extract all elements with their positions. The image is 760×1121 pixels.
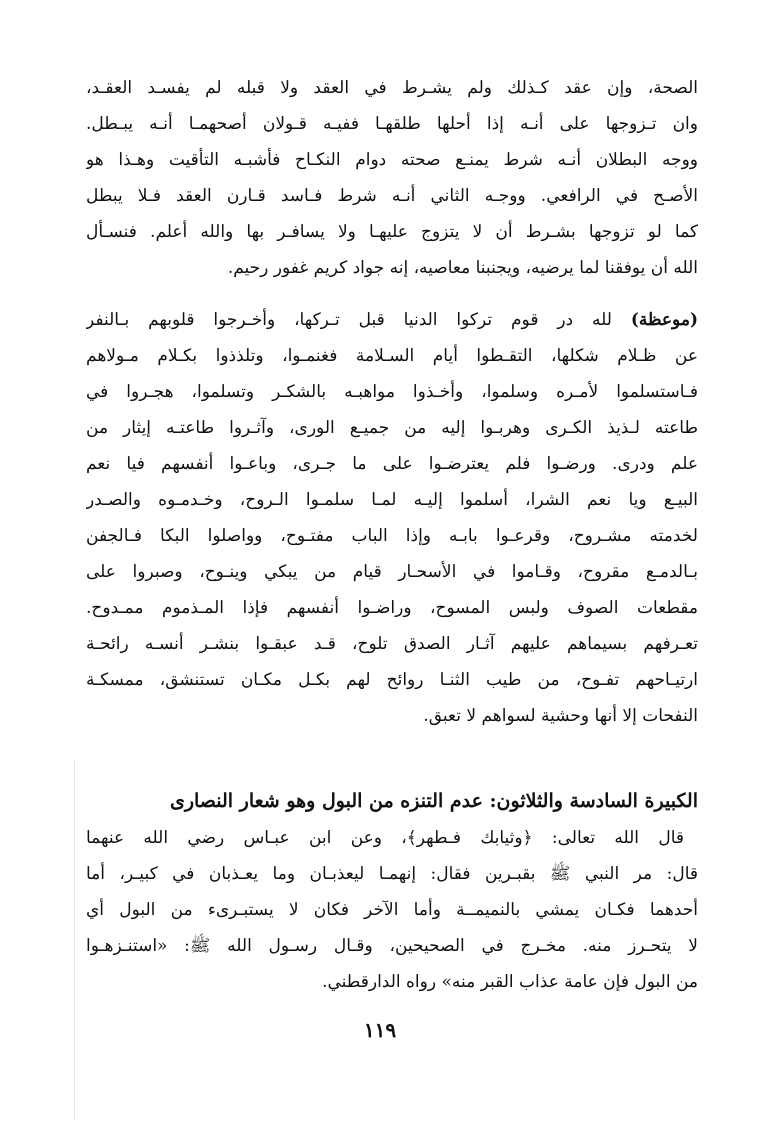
section-body — [86, 820, 698, 1000]
sermon-label: (موعظة) — [630, 310, 698, 330]
text-line: لا يتحـرز منه. مخـرج في الصحيحين، وقـال رسـول الله ﷺ: «استنـزهـوا — [86, 936, 698, 956]
page-number: ١١٩ — [363, 1018, 397, 1042]
text-line: مقطعات الصوف ولبس المسوح، وراضـوا أنفسهم فإذا المـذموم ممـدوح. — [86, 598, 698, 618]
text-line: عن ظـلام شكلها، التقـطوا أيام السـلامة فغنمـوا، وتلذذوا بكـلام مـولاهم — [86, 346, 698, 366]
page-edge-line — [74, 760, 75, 1120]
text-line: تعـرفهم بسيماهم عليهم آثـار الصدق تلوح، قـد عبقـوا بنشـر أنسـه رائحـة — [86, 634, 698, 654]
text-line: قال الله تعالى: ﴿وثيابك فـطهر﴾، وعن ابن عبـاس رضي الله عنهما — [86, 828, 684, 848]
text-line: علم ودرى. ورضـوا فلم يعترضـوا على ما جـرى، وباعـوا أنفسهم فيا نعم — [86, 454, 698, 474]
paragraph-1 — [86, 70, 698, 286]
text-line: طاعته لـذيذ الكـرى وهربـوا إليه من جميـع الورى، وآثـروا طاعتـه إيثار من — [86, 418, 698, 438]
text-line: بـالدمـع مقروح، وقـاموا في الأسحـار قيام من يبكي وينـوح، وصبروا على — [86, 562, 698, 582]
text-line: ارتيـاحهم تفـوح، من طيب الثنـا روائح لهم بكـل مكـان تستنشق، ممسكـة — [86, 670, 698, 690]
text-line: البيـع ويا نعم الشرا، أسلموا إليـه لمـا سلمـوا الـروح، وخـدمـوه والصـدر — [86, 490, 698, 510]
text-line: قال: مر النبي ﷺ بقبـرين فقال: إنهمـا ليعذبـان وما يعـذبان في كبيـر، أما — [86, 864, 698, 884]
text-line: كما لو تزوجها بشـرط أن لا يتزوج عليهـا ولا يسافـر بها والله أعلم. فنسـأل — [86, 222, 698, 242]
text-line: من البول فإن عامة عذاب القبر منه» رواه الدارقطني. — [322, 972, 698, 992]
text-line — [86, 302, 698, 338]
text-line: ووجه البطلان أنـه شرط يمنـع صحته دوام النكـاح فأشبـه التأقيت وهـذا هو — [86, 150, 698, 170]
text-line: أحدهما فكـان يمشي بالنميمــة وأما الآخر فكان لا يستبـرىء من البول أي — [86, 900, 698, 920]
text-line: الصحة، وإن عقد كـذلك ولم يشـرط في العقد ولا قبله لم يفسـد العقـد، — [86, 78, 698, 98]
paragraph-2 — [86, 302, 698, 734]
text-line: لخدمته مشـروح، وقرعـوا بابـه وإذا الباب مفتـوح، وواصلوا البكا فـالجفن — [86, 526, 698, 546]
text-line: النفحات إلا أنها وحشية لسواهم لا تعبق. — [423, 706, 698, 726]
text-line: الأصـح في الرافعي. ووجـه الثاني أنـه شرط فـاسد قـارن العقد فـلا يبطل — [86, 186, 698, 206]
section-heading: الكبيرة السادسة والثلاثون: عدم التنزه من البول وهو شعار النصارى — [169, 790, 698, 812]
text-line: فـاستسلموا لأمـره وسلموا، وأخـذوا مواهبـه بالشكـر وتسلموا، هجـروا في — [86, 382, 698, 402]
text-line: وان تـزوجها على أنـه إذا أحلها طلقهـا ففيـه قـولان أصحهمـا أنـه يبـطل. — [86, 114, 698, 134]
text-line-rest: لله در قوم تركوا الدنيا قبل تـركها، وأخـرجوا قلوبهم بـالنفر — [86, 310, 612, 330]
text-line: الله أن يوفقنا لما يرضيه، ويجنبنا معاصيه، إنه جواد كريم غفور رحيم. — [227, 258, 698, 278]
